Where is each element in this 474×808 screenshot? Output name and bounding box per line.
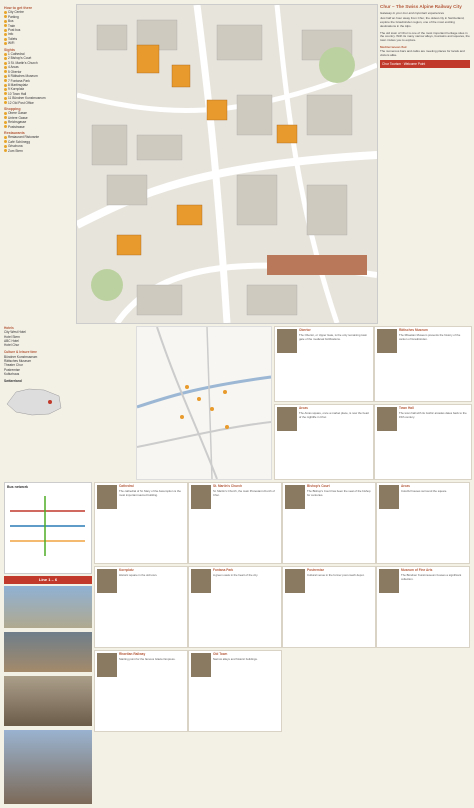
legend-item-label: 9 Kornplatz xyxy=(8,87,25,92)
main-map[interactable] xyxy=(76,4,378,324)
legend-item-label: WiFi xyxy=(8,41,15,46)
legend-marker-icon xyxy=(4,79,7,82)
sight-title: Fontana Park xyxy=(213,568,234,572)
sight-title: Obertor xyxy=(299,328,311,332)
legend-marker-icon xyxy=(4,33,7,36)
legend-marker-icon xyxy=(4,149,7,152)
legend-item: Theater Chur xyxy=(4,363,23,368)
legend-marker-icon xyxy=(4,112,7,115)
legend-item-label: Parking xyxy=(8,14,19,19)
legend-marker-icon xyxy=(4,140,7,143)
legend-item-label: 4 Arcas xyxy=(8,65,19,70)
sight-card[interactable] xyxy=(374,404,472,480)
legend-marker-icon xyxy=(4,97,7,100)
sight-photo xyxy=(97,485,117,509)
legend-item: Bündner Kunstmuseum xyxy=(4,354,38,359)
legend-item-label: 8 Martinsplatz xyxy=(8,82,28,87)
legend-marker-icon xyxy=(4,75,7,78)
sight-title: Bishop's Court xyxy=(307,484,330,488)
legend-item-label: Poststrasse xyxy=(8,124,25,129)
sight-card[interactable] xyxy=(282,566,376,648)
sight-photo xyxy=(277,407,297,431)
sight-description: The Arcas square, once a market place, is now the heart of the nightlife in Chur. xyxy=(299,411,369,419)
legend-marker-icon xyxy=(4,84,7,87)
sight-card[interactable] xyxy=(282,482,376,564)
legend-item-label: Obere Gasse xyxy=(8,111,27,116)
hotels-legend xyxy=(4,326,134,478)
sight-title: Rätisches Museum xyxy=(399,328,428,332)
legend-item-label: Train xyxy=(8,23,16,28)
legend-item-label: 10 Town Hall xyxy=(8,91,27,96)
sight-photo xyxy=(377,329,397,353)
sight-description: Starting point for the famous Glacier Express. xyxy=(119,657,176,661)
sight-card[interactable] xyxy=(94,482,188,564)
sight-description: The cathedral of St. Mary of the Assumption is the most important sacred building. xyxy=(119,489,181,497)
legend-item: ABC Hotel xyxy=(4,338,19,343)
legend-item-label: Restaurant Ristorante xyxy=(8,135,40,140)
legend-marker-icon xyxy=(4,29,7,32)
intro-subtitle: Gateway to your tour and important experiences xyxy=(380,10,445,15)
sight-description: The Obertor, or Upper Gate, is the only remaining town gate of the medieval fortifications. xyxy=(299,333,368,341)
hotels-title: Hotels xyxy=(4,326,14,330)
legend-item xyxy=(4,41,74,45)
legend-item-label: Post bus xyxy=(8,28,21,33)
legend-marker-icon xyxy=(4,24,7,27)
legend-marker-icon xyxy=(4,70,7,73)
intro-paragraph: Just half an hour away from Chur, the oldest city in Switzerland, explore the Graubünden region, one of the most exciting destinations in the Alps. xyxy=(380,16,465,28)
sight-description: The town hall with its Gothic arcades dates back to the 15th century. xyxy=(399,411,467,419)
intro-title: Chur – The Swiss Alpine Railway City xyxy=(380,4,462,9)
legend-item-label: City Centre xyxy=(8,10,24,15)
sight-card[interactable] xyxy=(188,566,282,648)
legend-marker-icon xyxy=(4,11,7,14)
legend-item-label: Grischuna xyxy=(8,144,23,149)
sight-description: Narrow alleys and historic buildings. xyxy=(213,657,258,661)
switzerland-map xyxy=(4,384,64,418)
legend-marker-icon xyxy=(4,88,7,91)
legend-marker-icon xyxy=(4,116,7,119)
sight-photo xyxy=(277,329,297,353)
culture-title: Culture & leisure time xyxy=(4,350,37,355)
legend-item xyxy=(4,101,74,105)
legend-item-label: Toilets xyxy=(8,36,18,41)
bus-network-map[interactable] xyxy=(4,482,92,574)
sight-card[interactable] xyxy=(94,650,188,732)
legend-marker-icon xyxy=(4,53,7,56)
legend-marker-icon xyxy=(4,20,7,23)
sight-photo xyxy=(377,407,397,431)
switzerland-label: Switzerland xyxy=(4,379,22,384)
legend-marker-icon xyxy=(4,42,7,45)
legend-item-label: 7 Fontana Park xyxy=(8,78,30,83)
sight-title: Museum of Fine Arts xyxy=(401,568,433,572)
sight-photo xyxy=(285,569,305,593)
sight-photo xyxy=(97,569,117,593)
legend-marker-icon xyxy=(4,92,7,95)
legend-marker-icon xyxy=(4,125,7,128)
photo-church xyxy=(4,730,92,804)
legend-item-label: 1 Cathedral xyxy=(8,52,25,57)
legend-item-label: Info xyxy=(8,32,14,37)
legend-item-label: 5 Obertor xyxy=(8,69,22,74)
overview-map-svg xyxy=(137,327,271,479)
tourism-box: Chur Tourism · Welcome Point xyxy=(380,60,470,68)
sight-photo xyxy=(191,485,211,509)
legend-item-label: 6 Rätisches Museum xyxy=(8,74,38,79)
legend-item-label: 2 Bishop's Court xyxy=(8,56,32,61)
intro-paragraph: The old town of Chur is one of the most important heritage sites in the country. With its many narrow alleys, fountains and squares, the town invites you to explore. xyxy=(380,30,470,43)
legend-item-label: Café Schönegg xyxy=(8,139,30,144)
sidebar-photos xyxy=(4,482,92,804)
bus-line-label: Line 1 – 6 xyxy=(4,576,92,584)
legend-section-title: Restaurants xyxy=(4,130,25,135)
legend-item-label: Untere Gasse xyxy=(8,115,28,120)
sight-photo xyxy=(285,485,305,509)
sight-description: St. Martin's Church, the main Protestant church of Chur. xyxy=(213,489,275,497)
legend-item: Rätisches Museum xyxy=(4,359,32,364)
sight-card[interactable] xyxy=(376,482,470,564)
legend-marker-icon xyxy=(4,38,7,41)
sight-description: The Rhaetian Museum presents the history of the canton of Graubünden. xyxy=(399,333,461,341)
sight-description: A green oasis in the heart of the city. xyxy=(213,573,259,577)
sight-description: Cultural venue in the former post coach depot. xyxy=(307,573,365,577)
legend-item: Postremise xyxy=(4,367,20,372)
sight-title: Cathedral xyxy=(119,484,134,488)
legend-marker-icon xyxy=(4,136,7,139)
sight-title: Rhaetian Railway xyxy=(119,652,146,656)
bus-network-svg xyxy=(5,491,91,561)
sight-title: St. Martin's Church xyxy=(213,484,243,488)
legend-item-label: Bus xyxy=(8,19,14,24)
sight-photo xyxy=(97,653,117,677)
bus-network-title: Bus network xyxy=(7,485,29,489)
legend-item: Hotel Stern xyxy=(4,334,20,339)
legend-marker-icon xyxy=(4,145,7,148)
legend-item xyxy=(4,125,74,129)
sight-card[interactable] xyxy=(274,326,374,402)
sight-description: Historic square in the old town. xyxy=(119,573,158,577)
legend-marker-icon xyxy=(4,15,7,18)
legend-item-label: 3 St. Martin's Church xyxy=(8,60,38,65)
legend-item-label: 12 Old Post Office xyxy=(8,100,34,105)
legend-item: City West Hotel xyxy=(4,330,26,335)
sight-photo xyxy=(379,485,399,509)
legend-item xyxy=(4,149,74,153)
sight-description: Colorful houses surround the square. xyxy=(401,489,448,493)
legend-section-title: Shopping xyxy=(4,106,21,111)
sight-photo xyxy=(191,653,211,677)
intro-subheading: Mediterranean flair xyxy=(380,45,407,50)
legend-item: Hotel Chur xyxy=(4,343,20,348)
map-illustration xyxy=(77,5,377,323)
legend-marker-icon xyxy=(4,101,7,104)
sight-title: Arcas xyxy=(299,406,308,410)
sight-title: Town Hall xyxy=(399,406,414,410)
sight-card[interactable] xyxy=(188,650,282,732)
legend-item: Kulturhaus xyxy=(4,371,20,376)
legend-item-label: 11 Bündner Kunstmuseum xyxy=(8,96,46,101)
sight-photo xyxy=(379,569,399,593)
sight-photo xyxy=(191,569,211,593)
intro-paragraph: The numerous bars and cafés are meeting places for locals and visitors alike. xyxy=(380,48,465,57)
legend-section-title: How to get there xyxy=(4,6,33,10)
sight-title: Old Town xyxy=(213,652,228,656)
photo-panorama xyxy=(4,586,92,628)
legend-marker-icon xyxy=(4,66,7,69)
sight-description: The Bishop's Court has been the seat of the bishop for centuries. xyxy=(307,489,371,497)
sight-card[interactable] xyxy=(274,404,374,480)
sight-card[interactable] xyxy=(94,566,188,648)
photo-street xyxy=(4,632,92,672)
legend-section-title: Sights xyxy=(4,47,15,52)
legend-marker-icon xyxy=(4,121,7,124)
sight-card[interactable] xyxy=(376,566,470,648)
map-legend xyxy=(4,4,74,322)
city-overview-map[interactable] xyxy=(136,326,272,480)
sight-title: Kornplatz xyxy=(119,568,134,572)
sight-title: Postremise xyxy=(307,568,325,572)
legend-item-label: Reichsgasse xyxy=(8,120,27,125)
sight-card[interactable] xyxy=(188,482,282,564)
sight-description: The Bündner Kunstmuseum houses a significant collection. xyxy=(401,573,462,581)
legend-marker-icon xyxy=(4,57,7,60)
legend-item-label: Zum Stern xyxy=(8,148,23,153)
legend-marker-icon xyxy=(4,62,7,65)
intro-panel xyxy=(380,4,470,322)
sight-title: Arcas xyxy=(401,484,410,488)
sight-card[interactable] xyxy=(374,326,472,402)
photo-alley xyxy=(4,676,92,726)
